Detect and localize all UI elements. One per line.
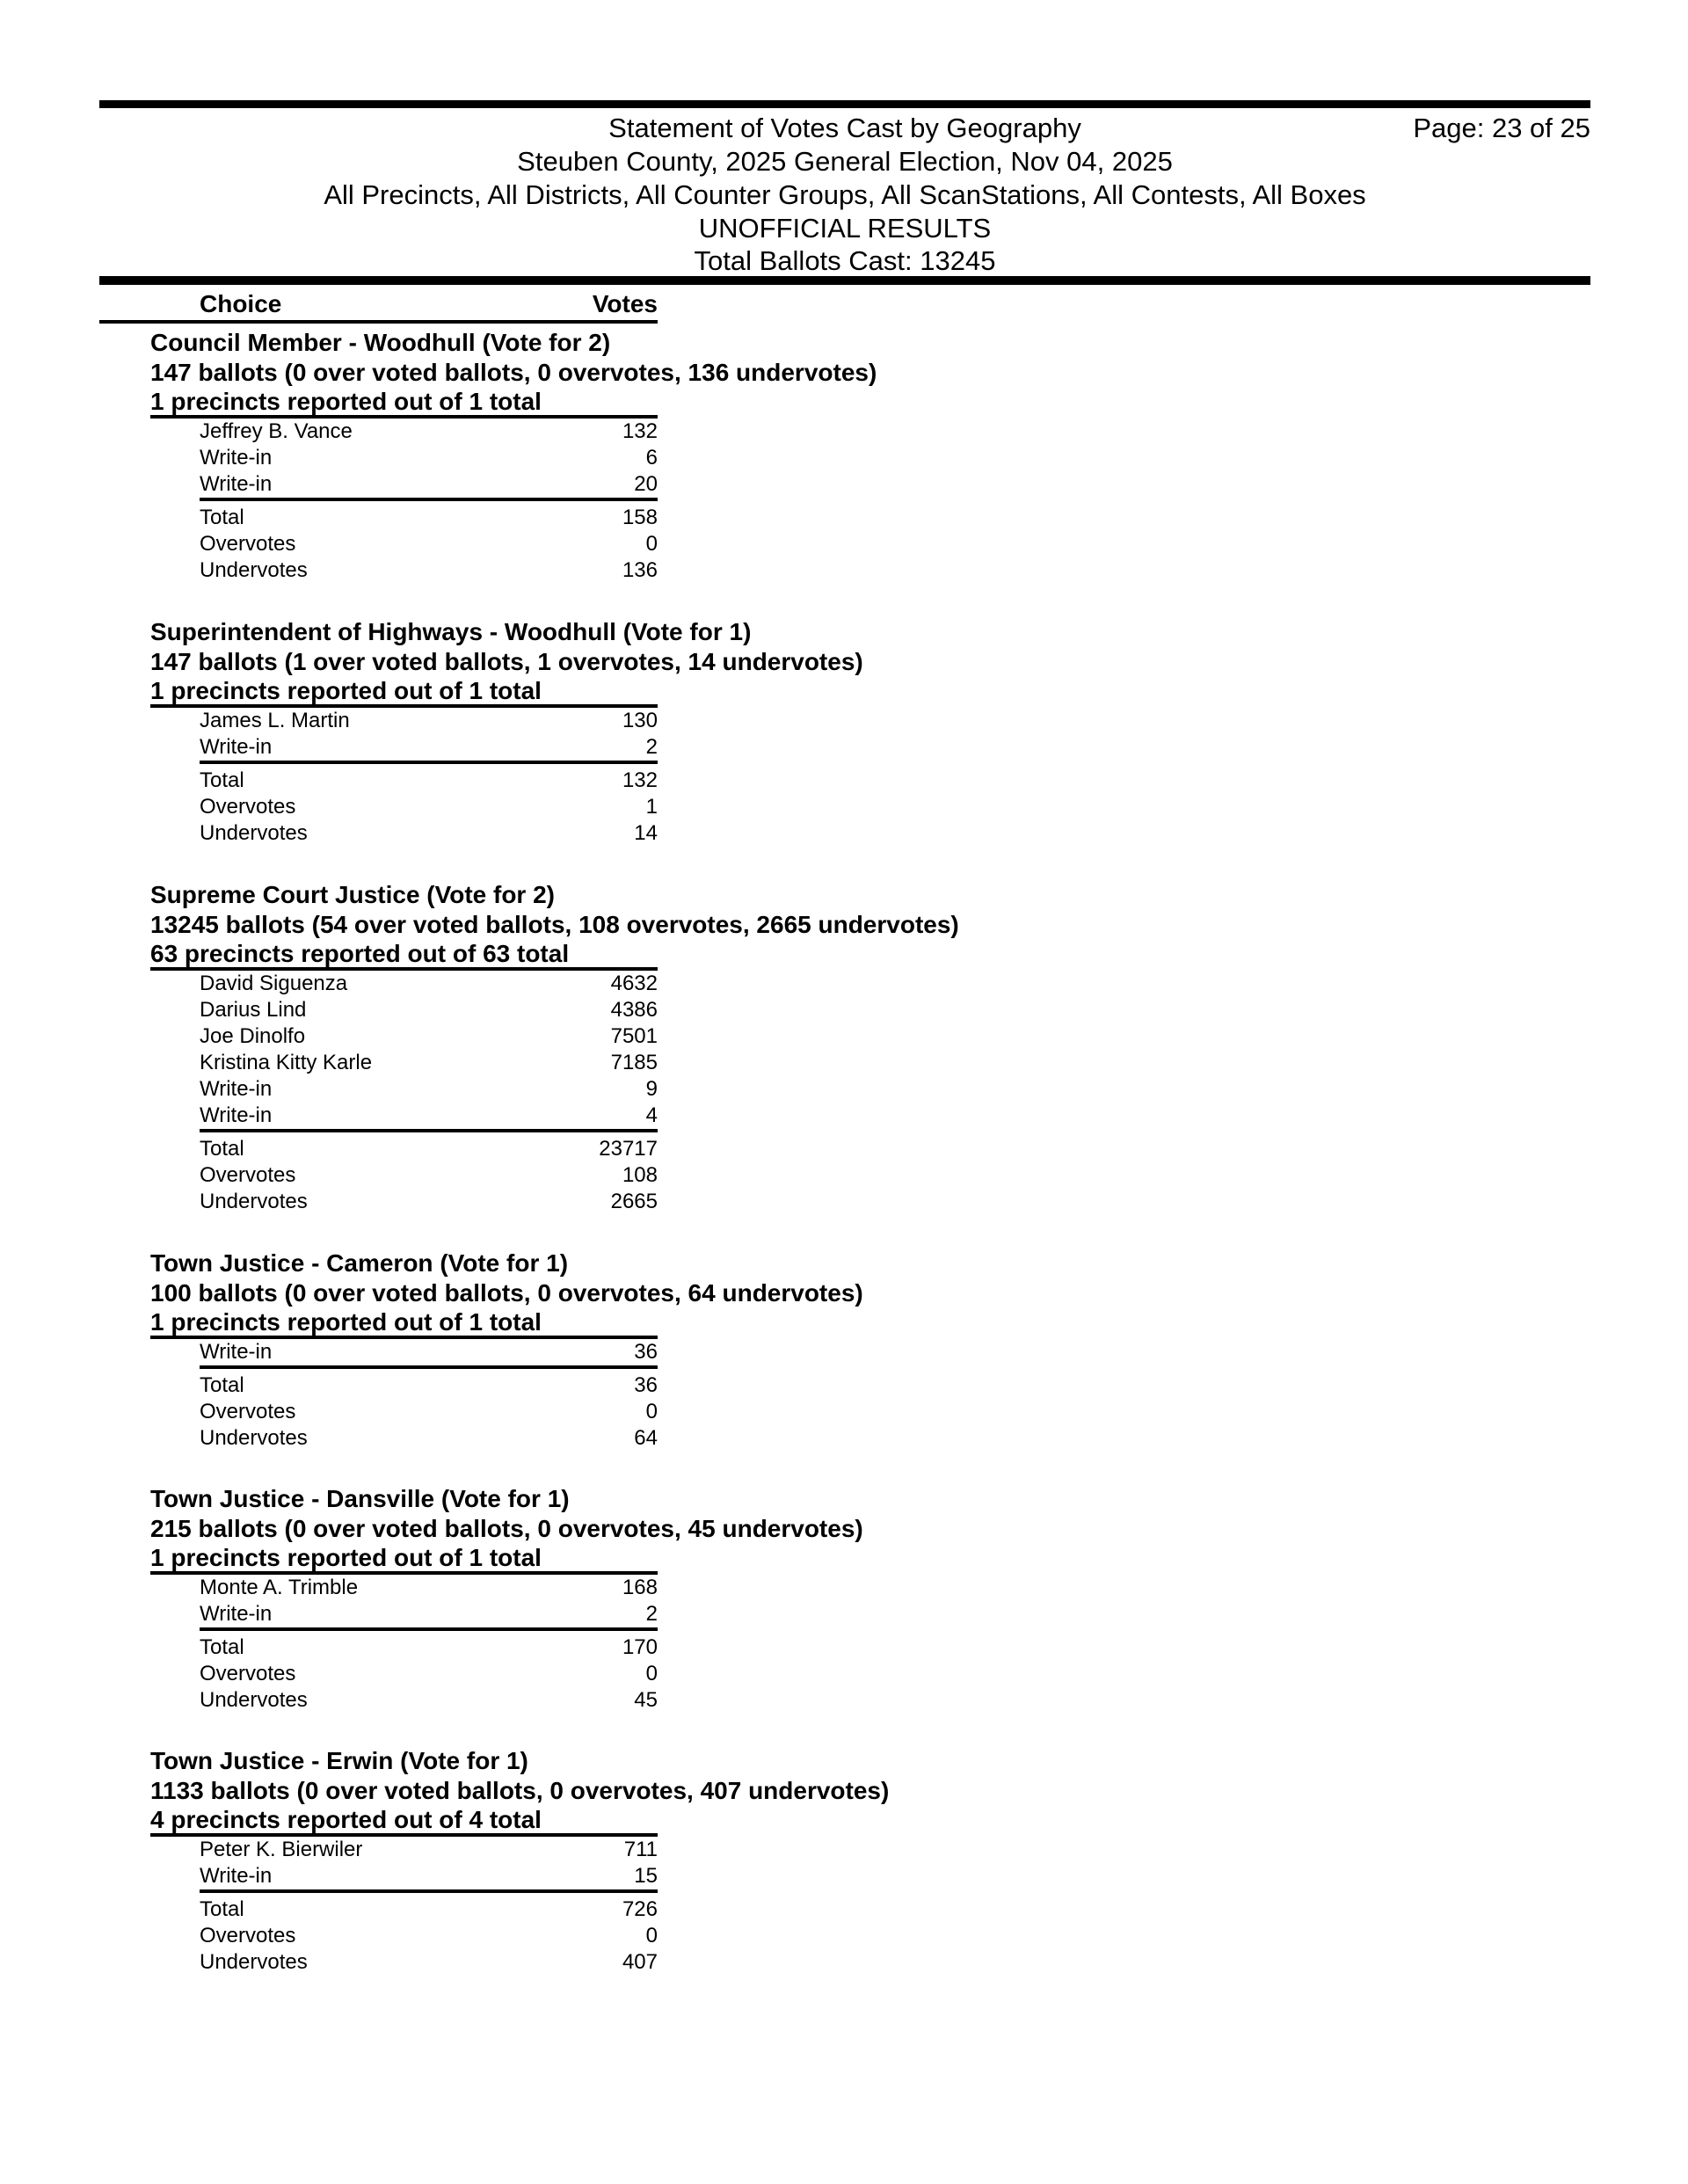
- vote-count: 15: [634, 1864, 658, 1888]
- choice-name: Write-in: [200, 1077, 273, 1101]
- header-top-rule: [99, 100, 1590, 108]
- choice-name: Monte A. Trimble: [200, 1576, 359, 1599]
- vote-count: 4386: [610, 998, 658, 1022]
- contest-precincts-reported: 4 precincts reported out of 4 total: [150, 1806, 658, 1837]
- vote-count: 2: [645, 735, 658, 759]
- choice-name: Write-in: [200, 1602, 273, 1626]
- vote-count: 20: [634, 472, 658, 496]
- vote-count: 0: [645, 532, 658, 556]
- vote-count: 407: [622, 1950, 658, 1974]
- vote-count: 711: [623, 1838, 658, 1861]
- vote-count: 108: [622, 1163, 658, 1187]
- choice-name: Undervotes: [200, 1426, 308, 1450]
- choice-name: Total: [200, 1897, 244, 1921]
- choice-name: Joe Dinolfo: [200, 1024, 306, 1048]
- choice-name: Overvotes: [200, 1163, 296, 1187]
- choice-name: Overvotes: [200, 795, 296, 819]
- contest-block: [150, 1746, 1030, 1976]
- page-number: Page: 23 of 25: [1413, 113, 1590, 143]
- vote-count: 45: [634, 1688, 658, 1712]
- summary-row: [200, 505, 658, 531]
- contest-precincts-reported: 63 precincts reported out of 63 total: [150, 940, 658, 971]
- vote-count: 0: [645, 1662, 658, 1685]
- contest-ballot-summary: 100 ballots (0 over voted ballots, 0 overvotes, 64 undervotes): [150, 1279, 863, 1307]
- election-name: Steuben County, 2025 General Election, Nov 04, 2025: [517, 146, 1173, 177]
- report-filters: All Precincts, All Districts, All Counter Groups, All ScanStations, All Contests, All Boxes: [324, 179, 1366, 210]
- candidate-row: [200, 708, 658, 734]
- vote-count: 726: [622, 1897, 658, 1921]
- choice-name: Write-in: [200, 472, 273, 496]
- candidate-row: [200, 971, 658, 997]
- vote-count: 64: [634, 1426, 658, 1450]
- candidate-row: [200, 471, 658, 501]
- choice-name: Jeffrey B. Vance: [200, 419, 353, 443]
- summary-row: [200, 1425, 658, 1452]
- vote-count: 130: [622, 709, 658, 732]
- vote-count: 168: [622, 1576, 658, 1599]
- column-headers: [99, 288, 658, 324]
- vote-count: 158: [622, 506, 658, 529]
- summary-row: [200, 1162, 658, 1189]
- contest-title: Supreme Court Justice (Vote for 2): [150, 881, 556, 908]
- candidate-row: [200, 1023, 658, 1050]
- choice-column-header: Choice: [200, 290, 282, 317]
- summary-row: [200, 1687, 658, 1714]
- contest-block: [150, 1249, 1030, 1452]
- choice-name: Undervotes: [200, 1950, 308, 1974]
- candidate-row: [200, 1339, 658, 1369]
- choice-name: Total: [200, 1137, 244, 1161]
- vote-count: 6: [645, 446, 658, 470]
- contest-results-table: [200, 1575, 658, 1714]
- choice-name: Write-in: [200, 735, 273, 759]
- choice-name: Overvotes: [200, 532, 296, 556]
- vote-count: 7501: [610, 1024, 658, 1048]
- vote-count: 4632: [610, 972, 658, 995]
- choice-name: Write-in: [200, 446, 273, 470]
- contest-precincts-reported: 1 precincts reported out of 1 total: [150, 1308, 658, 1339]
- choice-name: Total: [200, 1373, 244, 1397]
- choice-name: Write-in: [200, 1103, 273, 1127]
- summary-row: [200, 557, 658, 584]
- summary-row: [200, 1949, 658, 1976]
- contest-ballot-summary: 147 ballots (1 over voted ballots, 1 overvotes, 14 undervotes): [150, 648, 863, 675]
- candidate-row: [200, 1050, 658, 1076]
- contest-results-table: [200, 708, 658, 847]
- vote-count: 36: [634, 1340, 658, 1364]
- contest-results-table: [200, 1837, 658, 1976]
- summary-row: [200, 1661, 658, 1687]
- vote-count: 170: [622, 1635, 658, 1659]
- choice-name: Peter K. Bierwiler: [200, 1838, 363, 1861]
- choice-name: Write-in: [200, 1864, 273, 1888]
- candidate-row: [200, 1837, 658, 1863]
- contest-block: [150, 328, 1030, 584]
- votes-column-header: Votes: [592, 290, 658, 317]
- results-status: UNOFFICIAL RESULTS: [698, 213, 992, 244]
- contest-results-table: [200, 419, 658, 584]
- contest-block: [150, 880, 1030, 1215]
- contest-precincts-reported: 1 precincts reported out of 1 total: [150, 388, 658, 419]
- choice-name: Undervotes: [200, 821, 308, 845]
- contest-title: Town Justice - Cameron (Vote for 1): [150, 1249, 569, 1277]
- candidate-row: [200, 445, 658, 471]
- contest-block: [150, 617, 1030, 847]
- vote-count: 2: [645, 1602, 658, 1626]
- candidate-row: [200, 1575, 658, 1601]
- summary-row: [200, 1136, 658, 1162]
- contest-title: Town Justice - Erwin (Vote for 1): [150, 1747, 528, 1774]
- vote-count: 0: [645, 1400, 658, 1423]
- vote-count: 132: [622, 419, 658, 443]
- contest-title: Town Justice - Dansville (Vote for 1): [150, 1485, 570, 1512]
- choice-name: Undervotes: [200, 558, 308, 582]
- choice-name: Overvotes: [200, 1924, 296, 1947]
- choice-name: Undervotes: [200, 1688, 308, 1712]
- summary-row: [200, 794, 658, 820]
- choice-name: Darius Lind: [200, 998, 307, 1022]
- contest-precincts-reported: 1 precincts reported out of 1 total: [150, 677, 658, 708]
- report-title: Statement of Votes Cast by Geography: [608, 113, 1081, 143]
- vote-count: 136: [622, 558, 658, 582]
- vote-count: 36: [634, 1373, 658, 1397]
- choice-name: Kristina Kitty Karle: [200, 1051, 373, 1074]
- candidate-row: [200, 1103, 658, 1132]
- vote-count: 7185: [610, 1051, 658, 1074]
- contest-ballot-summary: 215 ballots (0 over voted ballots, 0 overvotes, 45 undervotes): [150, 1515, 863, 1542]
- candidate-row: [200, 1601, 658, 1631]
- choice-name: Undervotes: [200, 1190, 308, 1213]
- vote-count: 2665: [610, 1190, 658, 1213]
- contest-ballot-summary: 1133 ballots (0 over voted ballots, 0 overvotes, 407 undervotes): [150, 1777, 890, 1804]
- summary-row: [200, 531, 658, 557]
- choice-name: Total: [200, 768, 244, 792]
- vote-count: 1: [645, 795, 658, 819]
- candidate-row: [200, 1076, 658, 1103]
- choice-name: James L. Martin: [200, 709, 350, 732]
- choice-name: Total: [200, 1635, 244, 1659]
- contest-title: Council Member - Woodhull (Vote for 2): [150, 329, 611, 356]
- vote-count: 14: [634, 821, 658, 845]
- summary-row: [200, 1399, 658, 1425]
- contest-ballot-summary: 147 ballots (0 over voted ballots, 0 overvotes, 136 undervotes): [150, 359, 877, 386]
- header-bottom-rule: [99, 276, 1590, 285]
- choice-name: Overvotes: [200, 1400, 296, 1423]
- contest-title: Superintendent of Highways - Woodhull (Vote for 1): [150, 618, 752, 645]
- candidate-row: [200, 734, 658, 764]
- choice-name: David Siguenza: [200, 972, 348, 995]
- contest-results-table: [200, 1339, 658, 1452]
- summary-row: [200, 768, 658, 794]
- candidate-row: [200, 997, 658, 1023]
- vote-count: 132: [622, 768, 658, 792]
- choice-name: Write-in: [200, 1340, 273, 1364]
- summary-row: [200, 1372, 658, 1399]
- candidate-row: [200, 1863, 658, 1893]
- summary-row: [200, 1634, 658, 1661]
- contest-results-table: [200, 971, 658, 1215]
- summary-row: [200, 820, 658, 847]
- total-ballots-cast: Total Ballots Cast: 13245: [694, 245, 996, 276]
- vote-count: 4: [645, 1103, 658, 1127]
- vote-count: 0: [645, 1924, 658, 1947]
- contest-precincts-reported: 1 precincts reported out of 1 total: [150, 1544, 658, 1575]
- contest-block: [150, 1484, 1030, 1714]
- summary-row: [200, 1189, 658, 1215]
- vote-count: 23717: [599, 1137, 658, 1161]
- choice-name: Overvotes: [200, 1662, 296, 1685]
- contest-ballot-summary: 13245 ballots (54 over voted ballots, 108 overvotes, 2665 undervotes): [150, 911, 959, 938]
- vote-count: 9: [645, 1077, 658, 1101]
- summary-row: [200, 1923, 658, 1949]
- candidate-row: [200, 419, 658, 445]
- choice-name: Total: [200, 506, 244, 529]
- summary-row: [200, 1896, 658, 1923]
